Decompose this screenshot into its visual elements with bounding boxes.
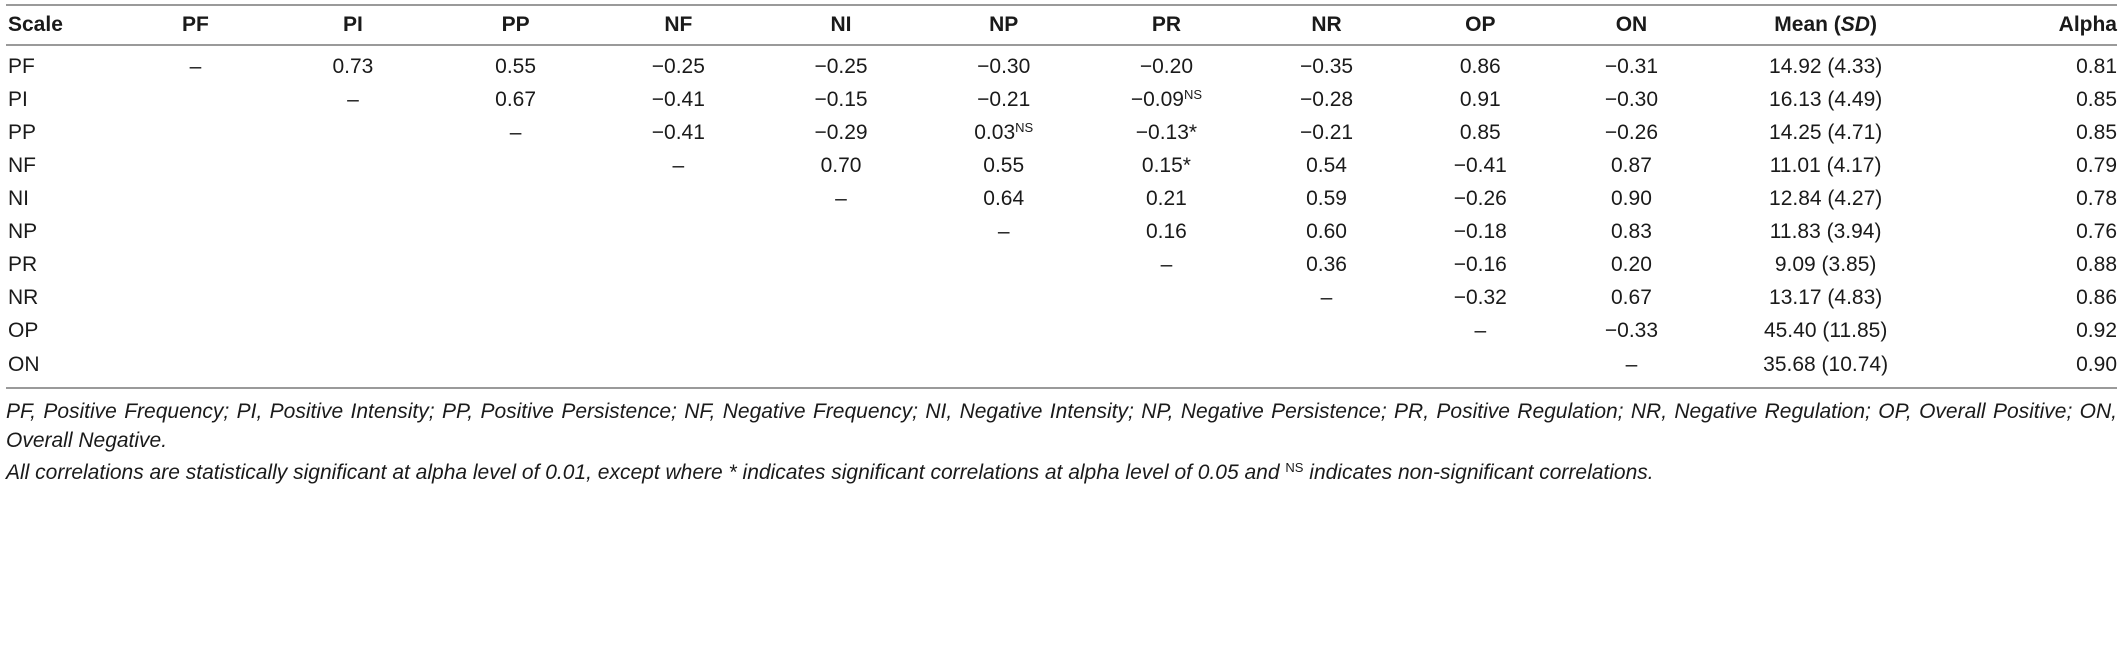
correlation-cell-np xyxy=(922,83,1085,116)
correlation-cell-pf xyxy=(119,314,271,347)
correlation-value: 0.64 xyxy=(983,186,1025,210)
alpha-cell: 0.92 xyxy=(2076,318,2117,342)
mean-sd-cell: 45.40 (11.85) xyxy=(1763,318,1888,342)
correlation-cell-on xyxy=(1555,215,1707,248)
correlation-cell-pi xyxy=(272,215,435,248)
correlation-value: 0.91 xyxy=(1459,87,1501,111)
correlation-cell-pr xyxy=(1085,281,1248,314)
correlation-cell-pr xyxy=(1085,314,1248,347)
mean-sd-cell: 12.84 (4.27) xyxy=(1769,186,1883,210)
correlation-cell-pi xyxy=(272,45,435,83)
alpha-cell: 0.76 xyxy=(2076,219,2117,243)
header-cell-ni: NI xyxy=(830,13,852,36)
correlation-cell-pr xyxy=(1085,45,1248,83)
header-cell-pp: PP xyxy=(501,13,530,36)
correlation-cell-on xyxy=(1555,45,1707,83)
correlation-cell-pf xyxy=(119,45,271,83)
correlation-cell-np xyxy=(922,45,1085,83)
correlation-value: 0.20 xyxy=(1611,252,1652,276)
correlation-cell-nr xyxy=(1248,83,1405,116)
correlation-cell-pr xyxy=(1085,149,1248,182)
correlation-cell-pr xyxy=(1085,347,1248,388)
correlation-cell-pp xyxy=(434,45,597,83)
correlation-cell-ni xyxy=(760,281,923,314)
correlation-cell-nf xyxy=(597,83,760,116)
correlation-value: −0.33 xyxy=(1604,318,1659,342)
correlation-cell-pi xyxy=(272,248,435,281)
header-cell-pf: PF xyxy=(182,13,209,36)
correlation-value: – xyxy=(1320,285,1333,309)
correlation-cell-ni xyxy=(760,149,923,182)
correlation-value: 0.21 xyxy=(1145,186,1187,210)
correlation-value: 0.67 xyxy=(1611,285,1652,309)
correlation-cell-pf xyxy=(119,281,271,314)
correlation-cell-pp xyxy=(434,215,597,248)
row-scale-label: NI xyxy=(8,186,29,210)
header-mean-suffix: ) xyxy=(1869,13,1877,36)
correlation-cell-on xyxy=(1555,314,1707,347)
correlation-cell-on xyxy=(1555,83,1707,116)
row-scale-label: PP xyxy=(8,120,37,144)
table-page xyxy=(0,4,2120,654)
correlation-value: 0.55 xyxy=(983,153,1025,177)
correlation-cell-pf xyxy=(119,347,271,388)
correlation-cell-np xyxy=(922,347,1085,388)
mean-sd-cell: 16.13 (4.49) xyxy=(1769,87,1883,111)
correlation-cell-pi xyxy=(272,83,435,116)
correlation-cell-on xyxy=(1555,248,1707,281)
correlation-value: 0.59 xyxy=(1306,186,1347,210)
correlation-cell-op xyxy=(1405,248,1555,281)
correlation-value: −0.31 xyxy=(1604,54,1659,78)
row-scale-label: NP xyxy=(8,219,38,243)
correlation-value: – xyxy=(509,120,522,144)
header-cell-pi: PI xyxy=(342,13,363,36)
correlation-value: 0.60 xyxy=(1306,219,1347,243)
row-scale-label: OP xyxy=(8,318,39,342)
mean-sd-cell: 9.09 (3.85) xyxy=(1774,252,1877,276)
correlation-cell-nf xyxy=(597,116,760,149)
correlation-value: −0.09 xyxy=(1130,87,1184,111)
correlation-value: 0.87 xyxy=(1611,153,1652,177)
correlation-cell-nr xyxy=(1248,149,1405,182)
correlation-cell-pr xyxy=(1085,83,1248,116)
correlation-value: 0.73 xyxy=(332,54,374,78)
header-mean-sd: SD xyxy=(1840,13,1870,36)
correlation-cell-np xyxy=(922,281,1085,314)
table-body xyxy=(6,45,2117,388)
correlation-cell-nr xyxy=(1248,116,1405,149)
correlation-cell-nr xyxy=(1248,215,1405,248)
header-mean-prefix: Mean ( xyxy=(1774,13,1841,36)
footnote-significance xyxy=(6,458,2117,487)
correlation-value: −0.16 xyxy=(1453,252,1507,276)
correlation-value: −0.30 xyxy=(977,54,1031,78)
correlation-value: – xyxy=(997,219,1010,243)
mean-sd-cell: 11.01 (4.17) xyxy=(1769,153,1882,177)
correlation-cell-op xyxy=(1405,149,1555,182)
correlation-cell-nf xyxy=(597,182,760,215)
correlation-cell-op xyxy=(1405,281,1555,314)
table-row xyxy=(6,215,2117,248)
correlation-cell-pi xyxy=(272,149,435,182)
correlation-value: 0.70 xyxy=(820,153,862,177)
row-scale-label: PF xyxy=(8,54,35,78)
correlation-cell-pi xyxy=(272,182,435,215)
table-row xyxy=(6,314,2117,347)
correlation-cell-np xyxy=(922,182,1085,215)
correlation-table xyxy=(6,4,2117,389)
correlation-value: −0.25 xyxy=(651,54,705,78)
header-cell-nf: NF xyxy=(664,13,693,36)
alpha-cell: 0.85 xyxy=(2076,87,2117,111)
correlation-value: – xyxy=(672,153,685,177)
header-cell-alpha: Alpha xyxy=(2058,13,2117,36)
correlation-cell-pr xyxy=(1085,182,1248,215)
correlation-value: – xyxy=(1160,252,1173,276)
correlation-value: −0.32 xyxy=(1453,285,1507,309)
correlation-cell-pp xyxy=(434,347,597,388)
table-row xyxy=(6,116,2117,149)
correlation-cell-nr xyxy=(1248,281,1405,314)
correlation-value: – xyxy=(1474,318,1487,342)
table-header xyxy=(6,5,2117,45)
correlation-value: −0.21 xyxy=(977,87,1031,111)
correlation-cell-pf xyxy=(119,83,271,116)
correlation-value: −0.28 xyxy=(1299,87,1354,111)
correlation-value: 0.67 xyxy=(495,87,537,111)
correlation-cell-ni xyxy=(760,45,923,83)
correlation-cell-nr xyxy=(1248,248,1405,281)
correlation-cell-pp xyxy=(434,116,597,149)
table-row xyxy=(6,83,2117,116)
alpha-cell: 0.86 xyxy=(2076,285,2117,309)
correlation-cell-on xyxy=(1555,347,1707,388)
significance-superscript: NS xyxy=(1015,119,1034,135)
alpha-cell: 0.78 xyxy=(2076,186,2117,210)
footnote-significance-part2: indicates non-significant correlations. xyxy=(1303,461,1654,484)
significance-superscript: NS xyxy=(1183,86,1203,102)
correlation-cell-nf xyxy=(597,314,760,347)
correlation-cell-op xyxy=(1405,45,1555,83)
row-scale-label: ON xyxy=(8,353,40,376)
mean-sd-cell: 13.17 (4.83) xyxy=(1769,285,1883,309)
correlation-cell-op xyxy=(1405,314,1555,347)
table-row xyxy=(6,248,2117,281)
correlation-cell-pp xyxy=(434,314,597,347)
correlation-cell-pf xyxy=(119,248,271,281)
mean-sd-cell: 11.83 (3.94) xyxy=(1769,219,1882,243)
correlation-value: – xyxy=(835,186,847,210)
table-row xyxy=(6,149,2117,182)
table-row xyxy=(6,347,2117,388)
correlation-value: −0.13* xyxy=(1135,120,1198,144)
table-row xyxy=(6,182,2117,215)
correlation-cell-pp xyxy=(434,281,597,314)
correlation-cell-op xyxy=(1405,347,1555,388)
correlation-cell-on xyxy=(1555,116,1707,149)
correlation-cell-pp xyxy=(434,182,597,215)
correlation-value: 0.55 xyxy=(495,54,537,78)
header-row xyxy=(6,5,2117,45)
header-cell-mean-sd xyxy=(1708,5,1944,45)
alpha-cell: 0.85 xyxy=(2076,120,2117,144)
correlation-cell-nf xyxy=(597,149,760,182)
correlation-cell-op xyxy=(1405,182,1555,215)
header-cell-np: NP xyxy=(989,13,1019,36)
correlation-value: 0.03 xyxy=(974,120,1016,144)
correlation-value: −0.41 xyxy=(651,87,705,111)
correlation-cell-nf xyxy=(597,347,760,388)
correlation-cell-nr xyxy=(1248,314,1405,347)
correlation-cell-ni xyxy=(760,347,923,388)
correlation-cell-nf xyxy=(597,248,760,281)
alpha-cell: 0.90 xyxy=(2076,353,2117,376)
correlation-cell-on xyxy=(1555,182,1707,215)
correlation-value: −0.30 xyxy=(1604,87,1659,111)
row-scale-label: NR xyxy=(8,285,39,309)
correlation-cell-np xyxy=(922,116,1085,149)
correlation-value: −0.26 xyxy=(1604,120,1659,144)
footnote-ns-superscript: NS xyxy=(1285,460,1304,475)
mean-sd-cell: 35.68 (10.74) xyxy=(1763,353,1889,376)
correlation-value: – xyxy=(189,54,202,78)
correlation-cell-pi xyxy=(272,116,435,149)
correlation-value: 0.15* xyxy=(1141,153,1191,177)
correlation-cell-pi xyxy=(272,281,435,314)
correlation-cell-pp xyxy=(434,83,597,116)
correlation-cell-nr xyxy=(1248,182,1405,215)
correlation-cell-ni xyxy=(760,314,923,347)
correlation-value: 0.83 xyxy=(1611,219,1652,243)
row-scale-label: NF xyxy=(8,153,36,177)
correlation-value: 0.36 xyxy=(1306,252,1347,276)
correlation-cell-ni xyxy=(760,83,923,116)
correlation-value: 0.86 xyxy=(1459,54,1501,78)
correlation-value: −0.41 xyxy=(651,120,705,144)
alpha-cell: 0.81 xyxy=(2076,54,2117,78)
correlation-value: −0.21 xyxy=(1299,120,1354,144)
header-cell-pr: PR xyxy=(1151,13,1182,36)
correlation-value: −0.29 xyxy=(814,120,868,144)
correlation-value: −0.41 xyxy=(1453,153,1507,177)
alpha-cell: 0.79 xyxy=(2076,153,2117,177)
correlation-cell-pr xyxy=(1085,215,1248,248)
correlation-cell-pp xyxy=(434,149,597,182)
row-scale-label: PI xyxy=(8,87,28,111)
correlation-value: −0.20 xyxy=(1139,54,1193,78)
correlation-value: −0.15 xyxy=(814,87,868,111)
correlation-cell-pf xyxy=(119,182,271,215)
correlation-cell-nf xyxy=(597,45,760,83)
footnote-abbreviations: PF, Positive Frequency; PI, Positive Intensity; PP, Positive Persistence; NF, Negative Frequency; NI, Negative Intensity; NP, Negative Persistence; PR, Positive Regulation; NR, Negative Regulation; OP, Overall Positive; ON, Overall Negative. xyxy=(6,400,2117,452)
correlation-cell-nr xyxy=(1248,347,1405,388)
correlation-cell-pr xyxy=(1085,248,1248,281)
header-cell-scale: Scale xyxy=(8,13,63,36)
correlation-cell-np xyxy=(922,314,1085,347)
correlation-cell-ni xyxy=(760,248,923,281)
table-row xyxy=(6,45,2117,83)
table-footnotes xyxy=(6,397,2117,487)
correlation-cell-ni xyxy=(760,215,923,248)
row-scale-label: PR xyxy=(8,252,38,276)
header-cell-on: ON xyxy=(1615,13,1648,36)
correlation-cell-pf xyxy=(119,215,271,248)
alpha-cell: 0.88 xyxy=(2076,252,2117,276)
correlation-cell-np xyxy=(922,215,1085,248)
correlation-value: 0.90 xyxy=(1611,186,1652,210)
correlation-value: 0.85 xyxy=(1459,120,1501,144)
correlation-cell-np xyxy=(922,248,1085,281)
correlation-cell-pf xyxy=(119,149,271,182)
correlation-value: – xyxy=(347,87,359,111)
correlation-value: 0.54 xyxy=(1306,153,1347,177)
correlation-cell-ni xyxy=(760,116,923,149)
header-cell-op: OP xyxy=(1465,13,1496,36)
correlation-cell-np xyxy=(922,149,1085,182)
mean-sd-cell: 14.25 (4.71) xyxy=(1769,120,1883,144)
correlation-cell-op xyxy=(1405,83,1555,116)
correlation-value: 0.16 xyxy=(1145,219,1187,243)
correlation-cell-pp xyxy=(434,248,597,281)
footnote-significance-part1: All correlations are statistically significant at alpha level of 0.01, except where * indicates significant correlations at alpha level of 0.05 and xyxy=(6,461,1286,484)
correlation-cell-nr xyxy=(1248,45,1405,83)
correlation-value: −0.26 xyxy=(1453,186,1507,210)
correlation-value: −0.35 xyxy=(1299,54,1354,78)
correlation-cell-nf xyxy=(597,215,760,248)
correlation-cell-on xyxy=(1555,149,1707,182)
correlation-cell-ni xyxy=(760,182,923,215)
correlation-cell-pi xyxy=(272,314,435,347)
header-cell-nr: NR xyxy=(1311,13,1342,36)
mean-sd-cell: 14.92 (4.33) xyxy=(1769,54,1883,78)
correlation-cell-op xyxy=(1405,215,1555,248)
correlation-cell-op xyxy=(1405,116,1555,149)
correlation-cell-pr xyxy=(1085,116,1248,149)
correlation-value: – xyxy=(1625,353,1638,376)
correlation-cell-pi xyxy=(272,347,435,388)
correlation-value: −0.25 xyxy=(814,54,868,78)
correlation-value: −0.18 xyxy=(1453,219,1507,243)
correlation-cell-pf xyxy=(119,116,271,149)
correlation-cell-on xyxy=(1555,281,1707,314)
table-row xyxy=(6,281,2117,314)
correlation-cell-nf xyxy=(597,281,760,314)
